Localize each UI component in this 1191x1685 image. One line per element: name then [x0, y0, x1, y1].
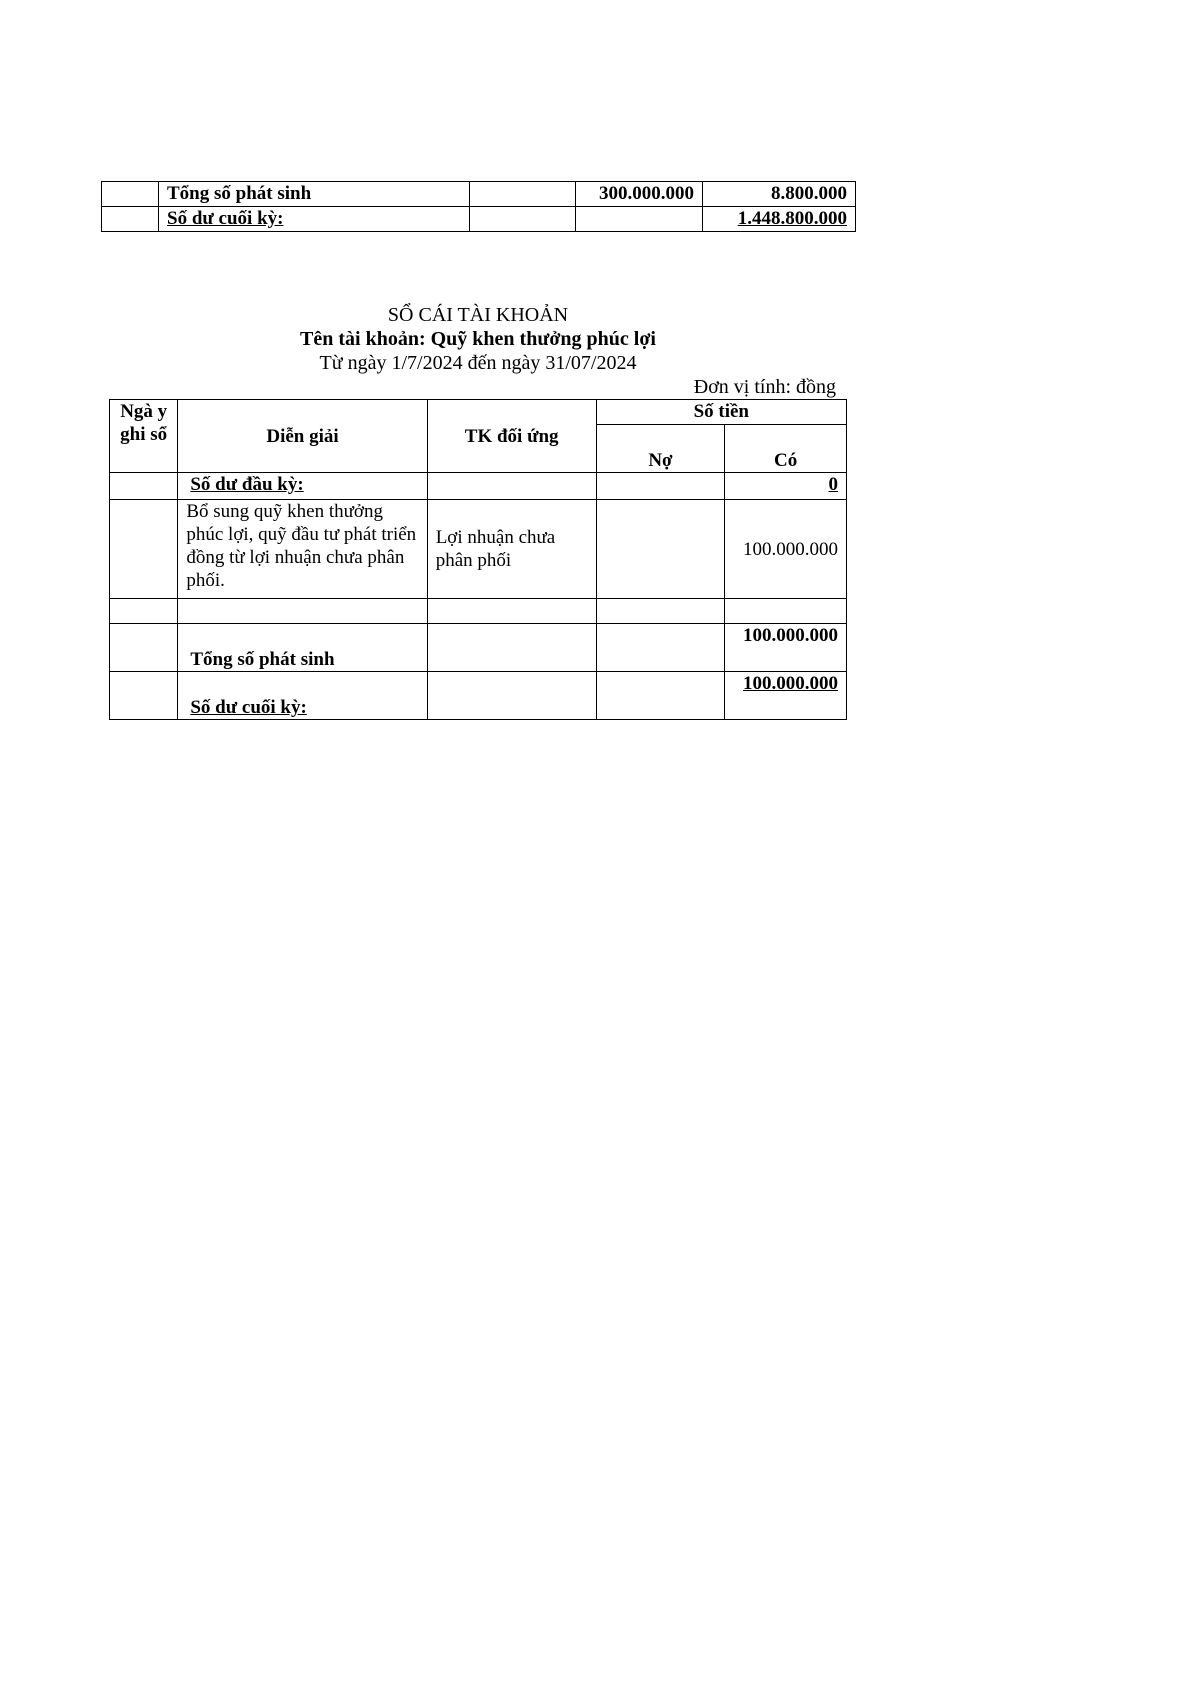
- entry-debit: [596, 500, 725, 599]
- table-row: [110, 473, 847, 500]
- debit-cell: 300.000.000: [576, 182, 703, 207]
- entry-description: Bổ sung quỹ khen thưởng phúc lợi, quỹ đầu tư phát triển đồng từ lợi nhuận chưa phân phối.: [178, 500, 427, 599]
- total-credit: 100.000.000: [725, 624, 847, 672]
- closing-label: Số dư cuối kỳ:: [178, 672, 427, 720]
- entry-counter-account: Lợi nhuận chưa phân phối: [427, 500, 596, 599]
- table-row: [110, 599, 847, 624]
- ledger-title: SỔ CÁI TÀI KHOẢN: [387, 304, 569, 326]
- col-amount-header: Số tiền: [596, 400, 846, 425]
- credit-cell: 8.800.000: [703, 182, 856, 207]
- col-description-header: Diễn giải: [178, 400, 427, 473]
- date-cell: [102, 182, 159, 207]
- opening-credit: 0: [725, 473, 847, 500]
- ledger-table: [109, 399, 847, 720]
- table-row: [110, 624, 847, 672]
- period: Từ ngày 1/7/2024 đến ngày 31/07/2024: [319, 352, 637, 374]
- tk-cell: [470, 207, 576, 232]
- entry-date: [110, 500, 178, 599]
- table-row: [110, 500, 847, 599]
- closing-credit: 100.000.000: [725, 672, 847, 720]
- previous-ledger-table: [101, 181, 856, 232]
- header-row: [110, 400, 847, 425]
- closing-debit: [596, 672, 725, 720]
- credit-cell: 1.448.800.000: [703, 207, 856, 232]
- total-label: Tổng số phát sinh: [159, 182, 470, 207]
- table-row: [102, 182, 856, 207]
- account-name: Tên tài khoản: Quỹ khen thưởng phúc lợi: [300, 328, 656, 350]
- date-cell: [102, 207, 159, 232]
- total-debit: [596, 624, 725, 672]
- tk-cell: [470, 182, 576, 207]
- total-label: Tổng số phát sinh: [178, 624, 427, 672]
- col-counter-account-header: TK đối ứng: [427, 400, 596, 473]
- unit-label: Đơn vị tính: đồng: [693, 376, 836, 398]
- debit-cell: [576, 207, 703, 232]
- col-debit-header: Nợ: [596, 425, 725, 473]
- col-credit-header: Có: [725, 425, 847, 473]
- closing-label: Số dư cuối kỳ:: [159, 207, 470, 232]
- table-row: [110, 672, 847, 720]
- entry-credit: 100.000.000: [725, 500, 847, 599]
- table-row: [102, 207, 856, 232]
- col-date-header: Ngà y ghi sổ: [110, 400, 178, 473]
- opening-label: Số dư đầu kỳ:: [178, 473, 427, 500]
